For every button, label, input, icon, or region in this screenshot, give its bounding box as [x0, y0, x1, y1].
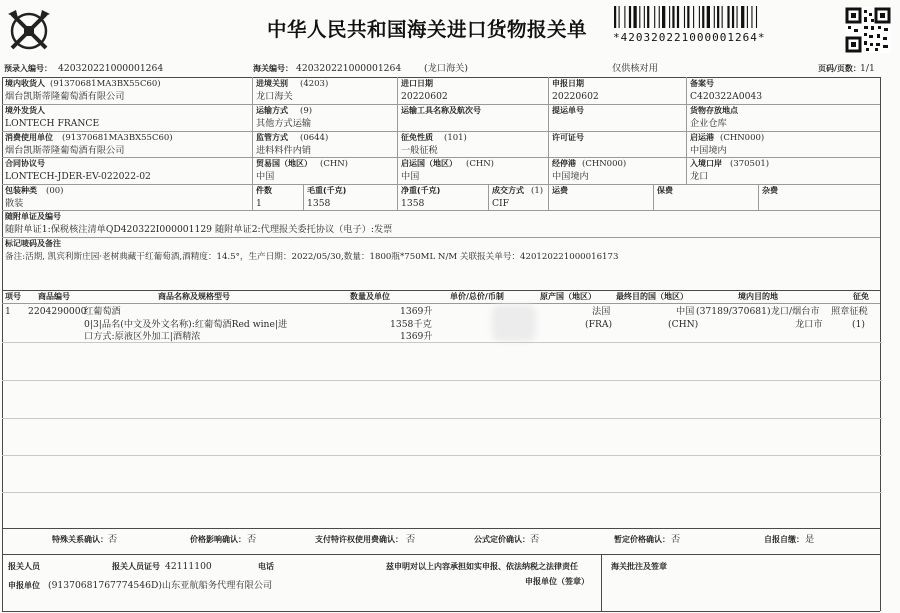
net-weight-label: 净重(千克) — [401, 186, 441, 195]
statement: 兹申明对以上内容承担如实申报、依法纳税之法律责任 — [386, 562, 578, 571]
goods-col-item: 项号 — [5, 292, 21, 301]
goods-item-no: 1 — [5, 306, 11, 317]
declarer-cert: 42111100 — [165, 561, 212, 572]
barcode-icon — [612, 6, 832, 30]
trade-country-label: 贸易国（地区） — [256, 159, 312, 168]
entry-point-label: 入境口岸 — [690, 159, 722, 168]
net-weight: 1358 — [401, 198, 425, 209]
goods-col-price: 单价/总价/币制 — [450, 292, 504, 301]
goods-hs-code: 2204290000 — [28, 306, 87, 317]
record-no-label: 备案号 — [690, 79, 714, 88]
page-label: 页码/页数： — [818, 64, 861, 73]
page-value: 1/1 — [860, 63, 875, 74]
record-no: C420322A0043 — [690, 91, 763, 102]
license-label: 许可证号 — [552, 133, 584, 142]
gross-weight-label: 毛重(千克) — [307, 186, 347, 195]
deal-mode-code: (1) — [531, 186, 544, 196]
vehicle-label: 运输工具名称及航次号 — [401, 106, 481, 115]
supervision-code: (0644) — [300, 133, 329, 143]
phone-label: 电话 — [258, 562, 274, 571]
docs-label: 随附单证及编号 — [5, 212, 61, 221]
goods-spec-line2: 口方式:原液区外加工|酒精浓 — [84, 331, 201, 342]
goods-name: 红葡萄酒 — [84, 306, 121, 317]
transit-port-code: (CHN000) — [582, 159, 627, 169]
goods-origin: 法国 — [592, 306, 611, 317]
marks-label: 标记唛码及备注 — [5, 239, 61, 248]
user-label: 消费使用单位 — [5, 133, 53, 142]
self-pay-label: 自报自缴： — [764, 535, 804, 544]
package-code: (00) — [46, 186, 64, 196]
transport-mode-code: (9) — [300, 106, 313, 116]
docs-text: 随附单证1:保税核注清单QD420322I000001129 随附单证2:代理报关委托协议（电子）:发票 — [5, 224, 393, 235]
package-label: 包装种类 — [5, 186, 37, 195]
customs-note-label: 海关批注及签章 — [611, 562, 667, 571]
transit-port-label: 经停港 — [552, 159, 576, 168]
deal-mode-label: 成交方式 — [492, 186, 524, 195]
entry-point: 龙口 — [690, 171, 709, 182]
origin-country: 中国 — [401, 171, 420, 182]
goods-col-origin: 原产国（地区） — [540, 292, 596, 301]
contract: LONTECH-JDER-EV-022022-02 — [5, 171, 151, 182]
royalty-label: 支付特许权使用费确认： — [315, 535, 403, 544]
trade-country-code: (CHN) — [320, 159, 348, 169]
consignee-label: 境内收货人 — [5, 79, 45, 88]
pieces-label: 件数 — [256, 186, 272, 195]
goods-spec-line1: 0|3|品名(中文及外文名称):红葡萄酒Red wine|进 — [84, 319, 288, 330]
storage-label: 货物存放地点 — [690, 106, 738, 115]
tax-nature: 一般征税 — [401, 145, 438, 156]
goods-col-domestic-dest: 境内目的地 — [738, 292, 778, 301]
goods-col-exemption: 征免 — [853, 292, 869, 301]
barcode-text: *420320221000001264* — [613, 31, 766, 44]
goods-qty-3: 1369升 — [400, 331, 433, 342]
price-impact-label: 价格影响确认： — [190, 535, 246, 544]
customs-number-label: 海关编号： — [253, 64, 293, 73]
goods-qty-2: 1358千克 — [390, 319, 432, 330]
entry-port-label: 进境关别 — [256, 79, 288, 88]
user-code: (91370681MA3BX55C60) — [62, 133, 173, 143]
consignee-code: (91370681MA3BX55C60) — [50, 79, 161, 89]
royalty-value: 否 — [406, 534, 416, 545]
origin-country-label: 启运国（地区） — [401, 159, 457, 168]
declarer-label: 报关人员 — [8, 562, 40, 571]
departure-port-code: (CHN000) — [720, 133, 765, 143]
pre-entry-label: 预录入编号： — [4, 64, 52, 73]
form-title: 中华人民共和国海关进口货物报关单 — [267, 18, 588, 41]
qr-code-icon — [845, 7, 891, 53]
pieces: 1 — [256, 198, 262, 209]
goods-exemption: 照章征税 — [831, 306, 868, 317]
blurred-price-area — [492, 305, 536, 341]
goods-dest-code: (CHN) — [668, 319, 699, 330]
table-top-border — [2, 77, 880, 78]
special-relation-label: 特殊关系确认： — [52, 535, 108, 544]
goods-col-dest-country: 最终目的国（地区） — [616, 292, 688, 301]
import-date: 20220602 — [401, 91, 448, 102]
goods-domestic-dest: (37189/370681)龙口/烟台市 — [696, 306, 820, 317]
supervision: 进料料件内销 — [256, 145, 312, 156]
origin-country-code: (CHN) — [466, 159, 494, 169]
transit-port: 中国境内 — [552, 171, 589, 182]
agent-seal-label: 申报单位（签章） — [525, 577, 589, 586]
agent: (91370681767774546D)山东亚航船务代理有限公司 — [48, 580, 273, 591]
package: 散装 — [5, 198, 24, 209]
customs-emblem-icon — [4, 6, 54, 56]
user-name: 烟台凯斯蒂隆葡萄酒有限公司 — [5, 145, 125, 156]
agent-label: 申报单位 — [8, 581, 40, 590]
formula-price-value: 否 — [530, 534, 540, 545]
freight-label: 运费 — [552, 186, 568, 195]
trade-country: 中国 — [256, 171, 275, 182]
storage: 企业仓库 — [690, 118, 727, 129]
declarer-cert-label: 报关人员证号 — [112, 562, 160, 571]
misc-fee-label: 杂费 — [762, 186, 778, 195]
tax-nature-code: (101) — [444, 133, 467, 143]
consignee-name: 烟台凯斯蒂隆葡萄酒有限公司 — [5, 91, 125, 102]
customs-office: (龙口海关) — [424, 63, 468, 74]
gross-weight: 1358 — [307, 198, 331, 209]
transport-mode-label: 运输方式 — [256, 106, 288, 115]
goods-col-qty: 数量及单位 — [350, 292, 390, 301]
deal-mode: CIF — [492, 198, 510, 209]
insurance-label: 保费 — [657, 186, 673, 195]
goods-exemption-code: (1) — [852, 319, 866, 330]
pre-entry-number: 420320221000001264 — [58, 63, 164, 74]
table-right-border — [880, 77, 881, 554]
declare-date: 20220602 — [552, 91, 599, 102]
special-relation-value: 否 — [108, 534, 118, 545]
departure-port: 中国境内 — [690, 145, 727, 156]
goods-domestic-dest-2: 龙口市 — [795, 319, 823, 330]
tax-nature-label: 征免性质 — [401, 133, 433, 142]
goods-col-hs: 商品编号 — [38, 292, 70, 301]
customs-number: 420320221000001264 — [296, 63, 402, 74]
provisional-price-value: 否 — [671, 534, 681, 545]
formula-price-label: 公式定价确认： — [474, 535, 530, 544]
entry-port-code: (4203) — [300, 79, 329, 89]
consignor-label: 境外发货人 — [5, 106, 45, 115]
import-date-label: 进口日期 — [401, 79, 433, 88]
consignor: LONTECH FRANCE — [5, 118, 100, 129]
supervision-label: 监管方式 — [256, 133, 288, 142]
entry-port: 龙口海关 — [256, 91, 293, 102]
goods-qty-1: 1369升 — [400, 306, 433, 317]
departure-port-label: 启运港 — [690, 133, 714, 142]
contract-label: 合同协议号 — [5, 159, 45, 168]
provisional-price-label: 暂定价格确认： — [614, 535, 670, 544]
goods-dest: 中国 — [676, 306, 695, 317]
table-left-border — [2, 77, 3, 554]
declare-date-label: 申报日期 — [552, 79, 584, 88]
entry-point-code: (370501) — [730, 159, 770, 169]
bill-no-label: 提运单号 — [552, 106, 584, 115]
goods-origin-code: (FRA) — [585, 319, 613, 330]
self-pay-value: 是 — [805, 534, 815, 545]
goods-col-name: 商品名称及规格型号 — [158, 292, 230, 301]
price-impact-value: 否 — [247, 534, 257, 545]
transport-mode: 其他方式运输 — [256, 118, 312, 129]
purpose-note: 仅供核对用 — [612, 63, 658, 74]
marks-text: 备注:活期, 凯宾利斯庄园·老树典藏干红葡萄酒,酒精度：14.5°，生产日期：2022/05/30,数量：1800瓶*750ML N/M 关联报关单号：420120221000016173 — [5, 252, 619, 262]
